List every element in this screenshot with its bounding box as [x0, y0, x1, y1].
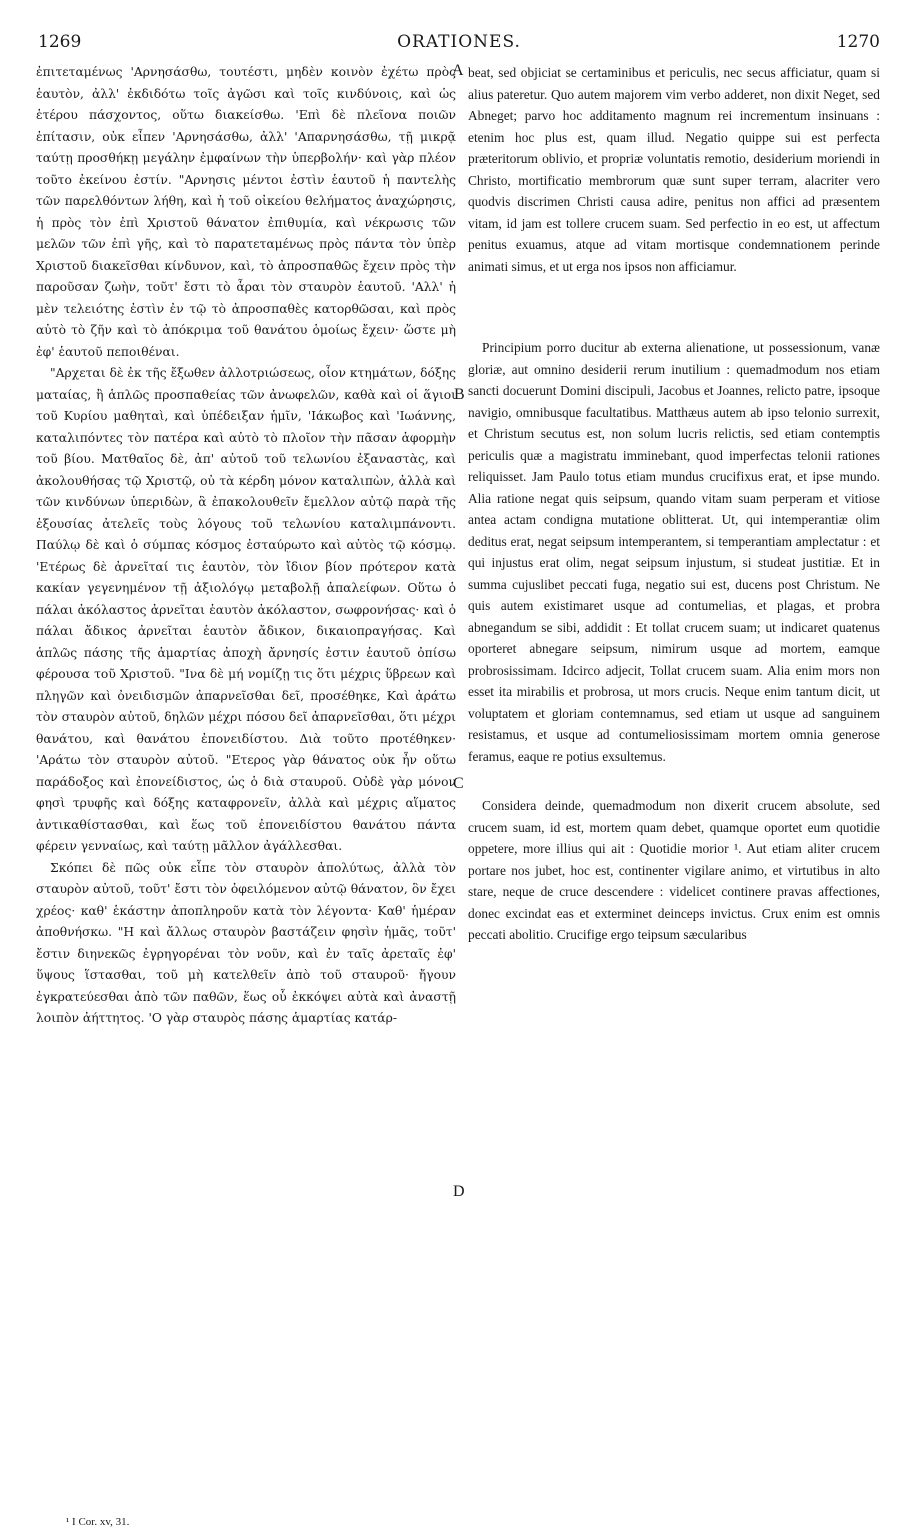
footnote: ¹ I Cor. xv, 31. — [66, 1516, 130, 1528]
page-number-left: 1269 — [38, 32, 82, 52]
page-header — [38, 32, 880, 56]
latin-paragraph-1: beat, sed objiciat se certaminibus et periculis, nec secus afficiatur, quam si alius pateretur. Quo autem majorem vim verbo adderet, non dixit Neget, sed Abneget; parvo hoc additamento magnum rei incrementum insinuans : etenim hoc plus est, quam illud. Negatio quippe sui est perfecta præteritorum oblivio, et propriæ voluntatis remotio, desiderium moriendi in Christo, mortificatio membrorum quæ sunt super terram, alacriter vero quodvis discrimen Christi causa adire, penitus non affici ad præsentem vitam, id jam est tollere crucem suam. Sed perfectio in eo est, ut affectum penitus exuamus, atque ad vitam mortisque condemnationem perinde animati simus, et ut erga nos ipsos non afficiamur. — [468, 65, 880, 274]
latin-column — [468, 62, 880, 946]
greek-paragraph-2: "Αρχεται δὲ ἐκ τῆς ἔξωθεν ἀλλοτριώσεως, οἷον κτημάτων, δόξης ματαίας, ἢ ἁπλῶς προσπαθείας τῶν ἀνωφελῶν, καθὰ καὶ οἱ ἅγιοι τοῦ Κυρίου μαθηταὶ, καὶ ὑπέδειξαν ἡμῖν, 'Ιάκωβος καὶ 'Ιωάννης, καταλιπόντες τὸν πατέρα καὶ αὐτὸ τὸ πλοῖον τὴν πᾶσαν ἀφορμὴν τοῦ βίου. Ματθαῖος δὲ, ἀπ' αὐτοῦ τοῦ τελωνίου ἐξαναστὰς, καὶ ἀκολουθήσας τῷ Χριστῷ, οὐ τὰ κέρδη μόνον καταλιπὼν, ἀλλὰ καὶ τῶν κινδύνων ὑπεριδὼν, ἃ ἐπακολουθεῖν ἔμελλον αὐτῷ παρὰ τῆς ἐξουσίας ἀτελεῖς τοὺς λόγους τοῦ τελωνίου καταλιμπάνοντι. Παύλῳ δὲ καὶ ὁ σύμπας κόσμος ἐσταύρωτο καὶ αὐτὸς τῷ κόσμῳ. 'Ετέρως δὲ ἀρνεῖταί τις ἑαυτὸν, τὸν ἴδιον βίον πρότερον κατὰ κακίαν γεγενημένον τῇ ἀξιολόγῳ μεταβολῇ ἀπαλείφων. Οὕτω ὁ πάλαι ἀκόλαστος ἀρνεῖται ἑαυτὸν ἀκόλαστον, σωφρονήσας· καὶ ὁ πάλαι ἄδικος ἀρνεῖται ἑαυτὸν ἄδικον, δικαιοπραγήσας. Καὶ ἁπλῶς πάσης τῆς ἁμαρτίας ἀποχὴ ἄρνησίς ἐστιν ἑαυτοῦ ὀπίσω φέρουσα τοῦ Χριστοῦ. "Ινα δὲ μή νομίζῃ τις ὅτι μέχρις ὕβρεων καὶ πληγῶν καὶ ὀνειδισμῶν ἀπαρνεῖσθαι δεῖ, προσέθηκε, Καὶ ἀράτω τὸν σταυρὸν αὐτοῦ, δηλῶν μέχρι πόσου δεῖ ἀπαρνεῖσθαι, ὅτι μέχρι θανάτου, καὶ θανάτου ἐπονειδίστου. Διὰ τοῦτο προτέθηκεν· 'Αράτω τὸν σταυρὸν αὐτοῦ. "Ετερος γὰρ θάνατος οὐκ ἦν οὕτω παράδοξος καὶ ἐπονείδιστος, ὡς ὁ διὰ σταυροῦ. Οὐδὲ γὰρ μόνον φησὶ τρυφῆς καὶ δόξης καταφρονεῖν, ἀλλὰ καὶ μέχρις αἵματος ἀντικαθίστασθαι, καὶ ἕως τοῦ ἐπονειδίστου θανάτου πάντα φέρειν γενναίως, καὶ ταύτῃ μᾶλλον ἀγάλλεσθαι. — [36, 366, 456, 853]
greek-paragraph-1: ἐπιτεταμένως 'Αρνησάσθω, τουτέστι, μηδὲν κοινὸν ἐχέτω πρὸς ἑαυτὸν, ἀλλ' ἐκδιδότω τοῖς ἀγῶσι καὶ τοῖς κινδύνοις, καὶ ὡς ἑτέρου πάσχοντος, οὕτω διακείσθω. 'Επὶ δὲ πλεῖονα ποιῶν ἐπίτασιν, οὐκ εἶπεν 'Αρνησάσθω, ἀλλ' 'Απαρνησάσθω, τῇ μικρᾷ ταύτῃ προσθήκῃ μεγάλην ἐμφαίνων τὴν ὑπερβολήν· καὶ γὰρ πλέον τοῦτο ἐκείνου ἐστίν. "Αρνησις μέντοι ἐστὶν ἑαυτοῦ ἡ παντελὴς τῶν παρελθόντων λήθη, καὶ ἡ τοῦ οἰκείου θελήματος ἀναχώρησις, ἡ πρὸς τὸν ἐπὶ Χριστοῦ θάνατον ἐπιθυμία, καὶ νέκρωσις τῶν μελῶν τῶν ἐπὶ γῆς, καὶ τὸ παρατεταμένως πρὸς πάντα τὸν ὑπὲρ Χριστοῦ διακεῖσθαι κίνδυνον, καὶ, τὸ ἀπροσπαθῶς ἔχειν πρὸς τὴν παροῦσαν ζωὴν, τοῦτ' ἔστι τὸ ἆραι τὸν σταυρὸν ἑαυτοῦ. 'Αλλ' ἡ μὲν τελειότης ἐστὶν ἐν τῷ τὸ ἀπροσπαθὲς κατορθῶσαι, καὶ πρὸς αὐτὸ τὸ ζῆν καὶ τὸ ἀπόκριμα τοῦ θανάτου ὁμοίως ἔχειν· ὥστε μὴ ἐφ' ἑαυτοῦ πεποιθέναι. — [36, 65, 456, 359]
latin-paragraph-3: Considera deinde, quemadmodum non dixerit crucem absolute, sed crucem suam, id est, mortem quam debet, quamque oportet eum quotidie oppetere, more illius qui ait : Quotidie morior ¹. Aut etiam aliter crucem portare nos jubet, hoc est, continenter vigilare animo, et virtutibus in alto stare, neque de cruce descendere : videlicet continere pravas affectiones, donec excindat eas et exterminet deinceps invictus. Crux enim est omnis peccati abolitio. Crucifige ergo teipsum sæcularibus — [468, 798, 880, 942]
latin-paragraph-2: Principium porro ducitur ab externa alienatione, ut possessionum, vanæ gloriæ, aut omnino desiderii rerum inutilium : quemadmodum nos etiam sancti docuerunt Domini discipuli, Jacobus et Joannes, relicto patre, ipsoque navigio, omnibusque facultatibus. Matthæus autem ab ipso telonio surrexit, et Christum secutus est, non solum lucris relictis, sed etiam contemptis periculis quæ a magistratu imminebant, quod imperfectas telonii rationes reliquisset. Jam Paulo totus etiam mundus crucifixus erat, et ipse mundo. Alia ratione negat quis seipsum, quando vitam suam perperam et vitiose antea actam condigna mutatione oblitterat. Ut, qui intemperantiæ olim deditus erat, negat seipsum intemperantem, si temperantiam amplectatur : et qui injustus erat olim, negat seipsum injustum, si studeat justitiæ. Et in summa cujuslibet peccati fuga, negatio sui est, ducens post Christum. Ne quis autem existimaret usque ad contumelias, et plagas, et probra abnegandum se sibi, addidit : Et tollat crucem suam; ut indicaret quatenus oporteret abnegare seipsum, nimirum usque ad mortem, eamque probrosissimam. Idcirco adjecit, Tollat crucem suam. Alia enim mors non esset ita mirabilis et probrosa, ut mors crucis. Neque enim tantum dicit, ut voluptatem et gloriam contemnamus, sed etiam ut usque ad sanguinem resistamus, et usque ad contumeliosissimam mortem omnia generose feramus, eaque re potius exsultemus. — [468, 340, 880, 764]
page-number-right: 1270 — [836, 32, 880, 52]
margin-marker-b: B — [454, 386, 465, 403]
margin-marker-c: C — [453, 775, 464, 792]
margin-marker-d: D — [453, 1183, 465, 1200]
running-title: ORATIONES. — [397, 32, 521, 52]
greek-column — [36, 62, 456, 1030]
greek-paragraph-3: Σκόπει δὲ πῶς οὐκ εἶπε τὸν σταυρὸν ἀπολύτως, ἀλλὰ τὸν σταυρὸν αὐτοῦ, τοῦτ' ἔστι τὸν ὀφειλόμενον αὐτῷ θάνατον, ὃν ἔχει χρέος· καθ' ἑκάστην ἀποπληροῦν κατὰ τὸν λέγοντα· Καθ' ἡμέραν ἀποθνήσκω. "Η καὶ ἄλλως σταυρὸν βαστάζειν φησὶν ἡμᾶς, τοῦτ' ἔστιν διηνεκῶς ἐγρηγορέναι τὸν νοῦν, καὶ ἐν ταῖς ἀρεταῖς ἐφ' ὕψους ἵστασθαι, τοῦ μὴ κατελθεῖν ἀπὸ τοῦ σταυροῦ· ἤγουν ἐγκρατεύεσθαι ἀπὸ τῶν παθῶν, ἕως οὗ ἐκκόψει αὐτὰ καὶ ἀναστῇ λοιπὸν ἀήττητος. 'Ο γὰρ σταυρὸς πάσης ἁμαρτίας κατάρ- — [36, 860, 456, 1025]
margin-marker-a: A — [452, 62, 464, 79]
